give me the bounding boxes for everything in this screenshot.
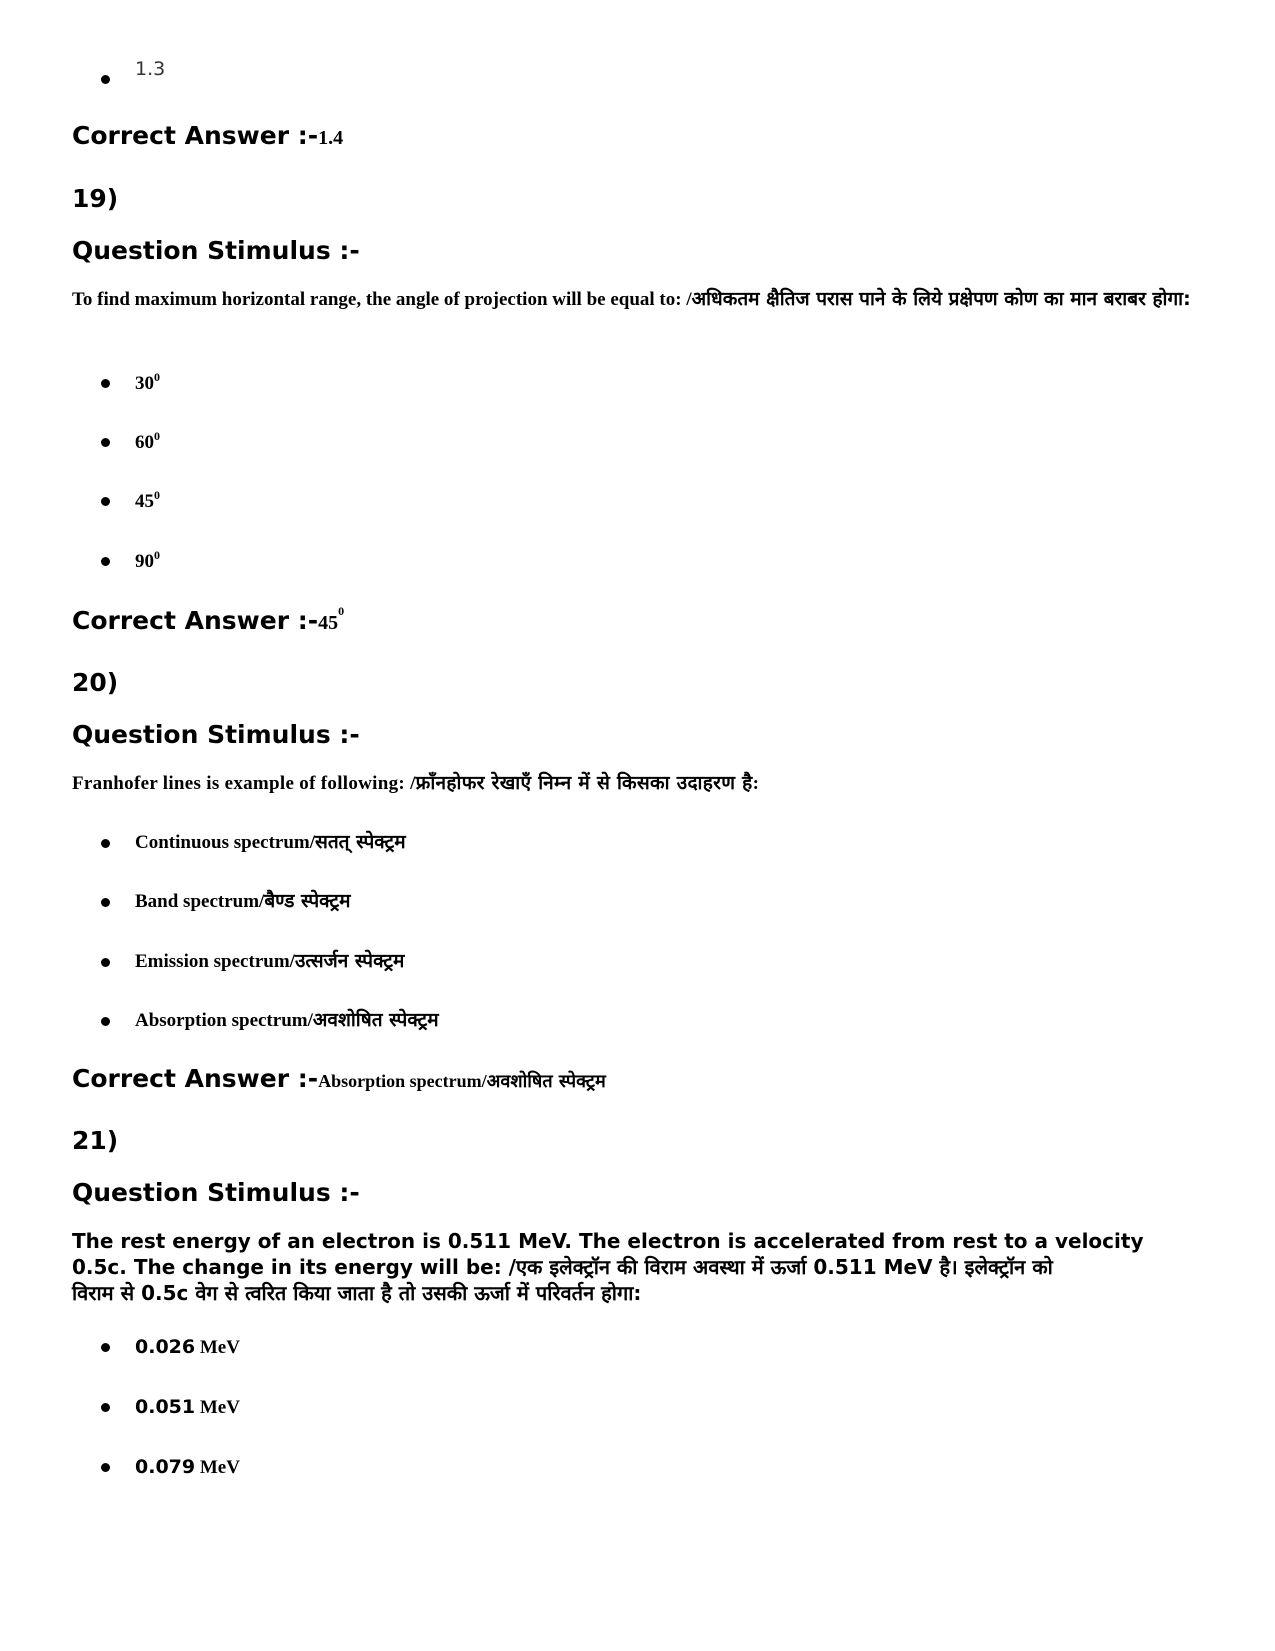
option-0-026-mev: 0.026 MeV: [135, 1336, 240, 1358]
correct-answer-19: [72, 604, 345, 635]
question-stimulus-label-21: Question Stimulus :-: [72, 1178, 360, 1207]
bullet: [101, 839, 110, 848]
bullet: [101, 497, 110, 506]
stem-line: 0.5c. The change in its energy will be: /एक इलेक्ट्रॉन की विराम अवस्था में ऊर्जा 0.511 MeV है। इलेक्ट्रॉन को: [72, 1255, 1053, 1279]
question-number-19: 19): [72, 184, 119, 213]
option-0-079-mev: 0.079 MeV: [135, 1456, 240, 1478]
option-absorption-spectrum: Absorption spectrum/अवशोषित स्पेक्ट्रम: [135, 1009, 439, 1031]
stem-line: The rest energy of an electron is 0.511 MeV. The electron is accelerated from rest to a velocity: [72, 1229, 1144, 1253]
bullet: [101, 958, 110, 967]
correct-answer-value: Absorption spectrum/अवशोषित स्पेक्ट्रम: [318, 1071, 606, 1092]
option-90-degrees: $90^0$: [135, 548, 160, 572]
bullet: [101, 1017, 110, 1026]
bullet: [101, 438, 110, 447]
question-stem-20: Franhofer lines is example of following: /फ्राँनहोफर रेखाएँ निम्न में से किसका उदाहरण है:: [72, 772, 760, 794]
bullet: [101, 1343, 110, 1352]
option-emission-spectrum: Emission spectrum/उत्सर्जन स्पेक्ट्रम: [135, 950, 405, 972]
bullet: [101, 1403, 110, 1412]
stem-english: Franhofer lines is example of following: /: [72, 773, 416, 794]
stem-hindi: फ्राँनहोफर रेखाएँ निम्न में से किसका उदाहरण है: [415, 772, 753, 794]
question-stem-21: [72, 1228, 1222, 1306]
option-band-spectrum: Band spectrum/बैण्ड स्पेक्ट्रम: [135, 890, 351, 912]
correct-answer-value: $45^0$: [318, 604, 345, 634]
bullet: [101, 75, 110, 84]
stem-english: To find maximum horizontal range, the angle of projection will be equal to: /: [72, 289, 692, 310]
option-continuous-spectrum: Continuous spectrum/सतत् स्पेक्ट्रम: [135, 831, 406, 853]
option-30-degrees: $30^0$: [135, 370, 160, 394]
bullet: [101, 379, 110, 388]
correct-answer-20: [72, 1066, 606, 1091]
correct-answer-label: Correct Answer :-: [72, 606, 319, 635]
option-45-degrees: $45^0$: [135, 488, 160, 512]
question-stimulus-label-20: Question Stimulus :-: [72, 720, 360, 749]
bullet: [101, 1463, 110, 1472]
correct-answer-18: [72, 123, 343, 148]
correct-answer-label: Correct Answer :-: [72, 1064, 319, 1093]
correct-answer-value: 1.4: [318, 127, 344, 149]
option-0-051-mev: 0.051 MeV: [135, 1396, 240, 1418]
question-stimulus-label-19: Question Stimulus :-: [72, 236, 360, 265]
option-60-degrees: $60^0$: [135, 429, 160, 453]
question-number-20: 20): [72, 668, 119, 697]
question-number-21: 21): [72, 1126, 119, 1155]
stem-hindi: अधिकतम क्षैतिज परास पाने के लिये प्रक्षेपण कोण का मान बराबर होगा:: [691, 288, 1191, 310]
question-stem-19: [72, 288, 1212, 312]
bullet: [101, 898, 110, 907]
bullet: [101, 557, 110, 566]
stem-line: विराम से 0.5c वेग से त्वरित किया जाता है तो उसकी ऊर्जा में परिवर्तन होगा:: [72, 1281, 642, 1305]
correct-answer-label: Correct Answer :-: [72, 121, 319, 150]
option-1-3: 1.3: [135, 58, 166, 80]
